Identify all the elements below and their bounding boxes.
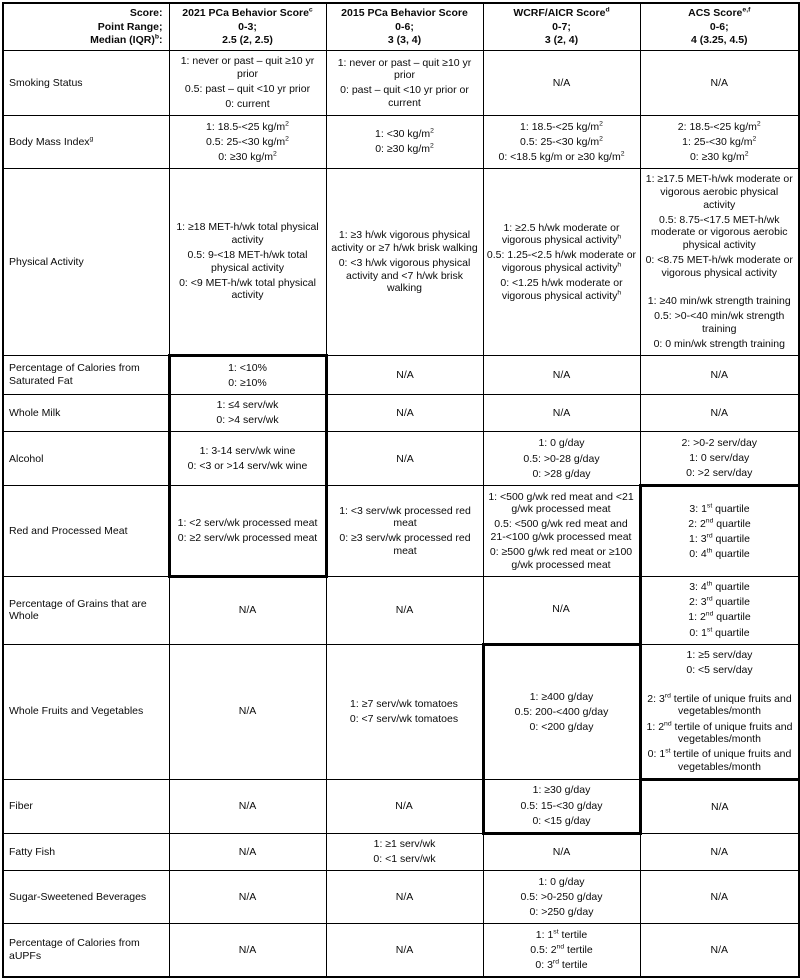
score-option: 1: ≥7 serv/wk tomatoes — [350, 697, 458, 710]
score-option: 0: ≥3 serv/wk processed red meat — [339, 532, 471, 557]
score-option: 0.5: <500 g/wk red meat and 21-<100 g/wk processed meat — [490, 518, 632, 543]
score-option: 1: <3 serv/wk processed red meat — [339, 504, 471, 530]
score-option: 1: 2nd tertile of unique fruits and vegetables/month — [646, 720, 793, 746]
cell-alcohol-acs — [640, 432, 799, 486]
cell-physical-activity-wcrf-aicr — [483, 168, 640, 355]
score-option: N/A — [396, 406, 414, 419]
median-iqr: 3 (2, 4) — [544, 34, 579, 47]
score-option: 1: ≥17.5 MET-h/wk moderate or vigorous aerobic physical activity — [645, 173, 793, 211]
score-option: N/A — [396, 368, 414, 381]
median-iqr: 4 (3.25, 4.5) — [690, 34, 748, 47]
cell-aupfs-acs — [640, 924, 799, 977]
score-option: 2: 18.5-<25 $kg/m^2$ — [677, 120, 761, 133]
score-option: 0: ≥30 $kg/m^2$ — [218, 150, 277, 163]
score-option: N/A — [710, 890, 728, 903]
score-option: 1: never or past – quit ≥10 yr prior — [337, 56, 472, 82]
score-option: 1: 25-<30 $kg/m^2$ — [682, 135, 757, 148]
score-option: N/A — [238, 604, 257, 617]
score-option: 0.5: 15-<30 g/day — [520, 799, 603, 812]
median-iqr: 3 (3, 4) — [387, 34, 422, 47]
score-option: 1: 0 g/day — [538, 875, 585, 888]
score-option: 0: ≥2 serv/wk processed meat — [177, 531, 318, 544]
cell-red-processed-meat-pca2015 — [326, 486, 483, 577]
score-option: 0: <15 g/day — [532, 814, 591, 827]
score-option: N/A — [238, 705, 257, 718]
score-option: N/A — [238, 845, 257, 858]
score-option: N/A — [238, 890, 257, 903]
row-label-body-mass-index: Body Mass Index$^g$ — [3, 116, 169, 169]
point-range: 0-6; — [709, 20, 729, 33]
score-option: 0: ≥500 g/wk red meat or ≥100 g/wk processed meat — [489, 546, 633, 571]
cell-body-mass-index-pca2015 — [326, 116, 483, 169]
row-label-saturated-fat: Percentage of Calories from Saturated Fat — [3, 356, 169, 395]
cell-smoking-status-pca2015 — [326, 50, 483, 115]
header-column-pca2021 — [169, 3, 326, 50]
score-option: N/A — [710, 943, 728, 956]
cell-fatty-fish-pca2015 — [326, 833, 483, 871]
cell-whole-grains-acs — [640, 576, 799, 644]
cell-fiber-acs — [640, 779, 799, 833]
cell-fruits-vegetables-acs — [640, 644, 799, 779]
score-option: 0: ≥10% — [228, 376, 267, 389]
row-label-alcohol: Alcohol — [3, 432, 169, 486]
cell-fiber-pca2021 — [169, 779, 326, 833]
cell-fruits-vegetables-pca2021 — [169, 644, 326, 779]
score-option: N/A — [395, 943, 414, 956]
row-label-whole-milk: Whole Milk — [3, 394, 169, 432]
cell-alcohol-pca2021 — [169, 432, 326, 486]
score-option: 0: <3 h/wk vigorous physical activity and <7 h/wk brisk walking — [338, 256, 471, 295]
row-red-processed-meat — [3, 486, 799, 577]
header-column-wcrf-aicr — [483, 3, 640, 50]
row-fiber — [3, 779, 799, 833]
score-option: N/A — [395, 890, 414, 903]
cell-aupfs-wcrf-aicr — [483, 924, 640, 977]
score-option: 0: current — [225, 98, 270, 111]
header-corner-line: Point Range; — [97, 20, 163, 33]
score-option: N/A — [710, 76, 728, 89]
score-option: 2: 3rd tertile of unique fruits and vegetables/month — [647, 692, 792, 718]
cell-fruits-vegetables-pca2015 — [326, 644, 483, 779]
cell-saturated-fat-acs — [640, 356, 799, 395]
score-option: 1: 0 serv/day — [689, 452, 750, 465]
cell-alcohol-pca2015 — [326, 432, 483, 486]
cell-saturated-fat-wcrf-aicr — [483, 356, 640, 395]
score-option: 0.5: 200-<400 g/day — [514, 705, 609, 718]
score-option: 1: ≥40 min/wk strength training — [647, 295, 791, 308]
row-label-fruits-vegetables: Whole Fruits and Vegetables — [3, 644, 169, 779]
row-fatty-fish — [3, 833, 799, 871]
cell-physical-activity-acs — [640, 168, 799, 355]
cell-smoking-status-pca2021 — [169, 50, 326, 115]
score-option: 3: 4th quartile — [689, 580, 750, 594]
score-option: 1: <10% — [228, 361, 267, 374]
cell-smoking-status-wcrf-aicr — [483, 50, 640, 115]
score-option: 0.5: 1.25-<2.5 h/wk moderate or vigorous physical activity$^h$ — [486, 249, 637, 274]
cell-fatty-fish-acs — [640, 833, 799, 871]
score-option: 0: <5 serv/day — [686, 664, 753, 677]
cell-whole-milk-pca2021 — [169, 394, 326, 432]
score-name: ACS Score$^{e,f}$ — [688, 6, 751, 19]
score-option: 1: ≥30 g/day — [532, 784, 591, 797]
score-option: 0.5: 2nd tertile — [530, 943, 593, 956]
score-option: 1: <30 $kg/m^2$ — [375, 127, 434, 141]
row-whole-grains — [3, 576, 799, 644]
header-corner-label — [3, 3, 169, 50]
cell-red-processed-meat-pca2021 — [169, 486, 326, 577]
cell-saturated-fat-pca2021 — [169, 356, 326, 395]
cell-whole-milk-wcrf-aicr — [483, 394, 640, 432]
cell-sugar-sweetened-beverages-pca2015 — [326, 871, 483, 924]
score-option: 0: <9 MET-h/wk total physical activity — [179, 276, 316, 302]
score-option: 3: 1st quartile — [689, 502, 750, 515]
score-option: 1: 18.5-<25 $kg/m^2$ — [206, 120, 289, 133]
row-label-smoking-status: Smoking Status — [3, 50, 169, 115]
score-option: 0.5: 8.75-<17.5 MET-h/wk moderate or vigorous aerobic physical activity — [650, 213, 788, 251]
cell-whole-milk-acs — [640, 394, 799, 432]
row-whole-milk — [3, 394, 799, 432]
row-sugar-sweetened-beverages — [3, 871, 799, 924]
row-fruits-vegetables — [3, 644, 799, 779]
score-option: 2: >0-2 serv/day — [681, 436, 758, 449]
score-option: N/A — [710, 368, 728, 381]
score-option: 0: 1st quartile — [689, 626, 750, 639]
score-option: 1: 18.5-<25 $kg/m^2$ — [520, 120, 603, 133]
row-label-sugar-sweetened-beverages: Sugar-Sweetened Beverages — [3, 871, 169, 924]
score-option: 1: 3-14 serv/wk wine — [199, 444, 296, 457]
score-option: 0: 3rd tertile — [535, 958, 588, 971]
table-body — [3, 50, 799, 977]
score-option: 0.5: 25-<30 $kg/m^2$ — [206, 135, 289, 148]
header-corner-line: Score: — [129, 7, 163, 19]
score-option: 1: ≥1 serv/wk — [373, 838, 436, 851]
cell-aupfs-pca2015 — [326, 924, 483, 977]
option-group-gap — [644, 282, 796, 293]
cell-whole-grains-pca2015 — [326, 576, 483, 644]
point-range: 0-3; — [238, 20, 257, 33]
cell-sugar-sweetened-beverages-wcrf-aicr — [483, 871, 640, 924]
score-name: WCRF/AICR Score$^d$ — [513, 6, 610, 19]
row-aupfs — [3, 924, 799, 977]
score-option: N/A — [238, 800, 257, 812]
score-option: 0: ≥30 $kg/m^2$ — [689, 150, 749, 163]
row-label-fiber: Fiber — [3, 779, 169, 833]
score-option: N/A — [395, 800, 413, 812]
score-option: 0: ≥30 $kg/m^2$ — [375, 142, 434, 156]
score-name: 2021 PCa Behavior Score$^c$ — [182, 6, 313, 19]
score-option: N/A — [552, 76, 571, 89]
score-option: 1: 0 g/day — [538, 437, 585, 450]
score-option: 0: >4 serv/wk — [216, 414, 279, 427]
row-smoking-status — [3, 50, 799, 115]
point-range: 0-6; — [395, 20, 414, 33]
option-group-gap — [645, 679, 795, 690]
score-option: N/A — [238, 943, 257, 956]
row-saturated-fat — [3, 356, 799, 395]
cell-red-processed-meat-wcrf-aicr — [483, 486, 640, 577]
score-option: 0.5: >0-250 g/day — [520, 890, 603, 903]
row-label-whole-grains: Percentage of Grains that are Whole — [3, 576, 169, 644]
score-option: 1: never or past – quit ≥10 yr prior — [180, 55, 315, 80]
score-option: 1: <500 g/wk red meat and <21 g/wk processed meat — [488, 490, 634, 516]
score-option: N/A — [396, 452, 414, 465]
cell-body-mass-index-wcrf-aicr — [483, 116, 640, 169]
cell-alcohol-wcrf-aicr — [483, 432, 640, 486]
score-option: 0.5: >0-28 g/day — [523, 452, 600, 465]
score-option: N/A — [552, 846, 571, 859]
score-option: 0.5: >0-<40 min/wk strength training — [654, 310, 785, 335]
cell-whole-grains-pca2021 — [169, 576, 326, 644]
score-option: 1: ≥3 h/wk vigorous physical activity or ≥7 h/wk brisk walking — [331, 229, 478, 254]
score-option: 0.5: past – quit <10 yr prior — [184, 82, 311, 95]
score-option: 1: 1st tertile — [535, 928, 588, 941]
header-column-acs — [640, 3, 799, 50]
score-option: N/A — [710, 406, 728, 419]
cell-fiber-pca2015 — [326, 779, 483, 833]
score-option: 0: <8.75 MET-h/wk moderate or vigorous physical activity — [645, 254, 793, 279]
cell-sugar-sweetened-beverages-pca2021 — [169, 871, 326, 924]
score-option: 1: ≥18 MET-h/wk total physical activity — [176, 221, 319, 246]
score-option: 0: >2 serv/day — [686, 467, 753, 480]
median-iqr: 2.5 (2, 2.5) — [222, 34, 273, 47]
cell-body-mass-index-acs — [640, 116, 799, 169]
header-corner-line: Median (IQR)$^b$: — [90, 33, 163, 47]
row-label-red-processed-meat: Red and Processed Meat — [3, 486, 169, 577]
cell-fruits-vegetables-wcrf-aicr — [483, 644, 640, 779]
point-range: 0-7; — [552, 20, 571, 33]
header-column-pca2015 — [326, 3, 483, 50]
score-comparison-table — [2, 2, 800, 978]
score-option: 1: 2nd quartile — [688, 610, 751, 624]
score-option: N/A — [552, 603, 570, 616]
cell-whole-milk-pca2015 — [326, 394, 483, 432]
score-option: 0: <3 or >14 serv/wk wine — [187, 460, 308, 473]
score-option: N/A — [552, 406, 571, 419]
score-option: N/A — [395, 603, 414, 616]
score-option: 0: >28 g/day — [532, 467, 591, 480]
cell-aupfs-pca2021 — [169, 924, 326, 977]
row-body-mass-index — [3, 116, 799, 169]
cell-red-processed-meat-acs — [640, 486, 799, 577]
score-option: 1: ≥2.5 h/wk moderate or vigorous physical activity$^h$ — [501, 221, 622, 247]
header-row — [3, 3, 799, 50]
score-option: 1: 3rd quartile — [689, 532, 750, 545]
score-option: 1: ≥5 serv/day — [686, 649, 753, 662]
score-option: 0: <7 serv/wk tomatoes — [349, 713, 459, 726]
score-option: 0: <1 serv/wk — [373, 853, 436, 866]
score-option: 0: <18.5 kg/m or ≥30 $kg/m^2$ — [498, 150, 625, 163]
score-option: 1: <2 serv/wk processed meat — [177, 516, 318, 529]
cell-smoking-status-acs — [640, 50, 799, 115]
cell-body-mass-index-pca2021 — [169, 116, 326, 169]
score-option: 0: 1st tertile of unique fruits and vegetables/month — [647, 747, 792, 773]
cell-sugar-sweetened-beverages-acs — [640, 871, 799, 924]
score-option: 0.5: 25-<30 $kg/m^2$ — [520, 135, 603, 148]
score-option: N/A — [552, 368, 571, 381]
cell-fatty-fish-wcrf-aicr — [483, 833, 640, 871]
score-option: 2: 2nd quartile — [688, 517, 751, 530]
score-option: 0: <1.25 h/wk moderate or vigorous physical activity$^h$ — [500, 277, 623, 302]
score-option: 0: <200 g/day — [529, 721, 594, 734]
cell-fiber-wcrf-aicr — [483, 779, 640, 833]
row-physical-activity — [3, 168, 799, 355]
cell-physical-activity-pca2015 — [326, 168, 483, 355]
cell-whole-grains-wcrf-aicr — [483, 576, 640, 644]
row-label-fatty-fish: Fatty Fish — [3, 833, 169, 871]
cell-saturated-fat-pca2015 — [326, 356, 483, 395]
score-option: 0.5: 9-<18 MET-h/wk total physical activity — [187, 248, 308, 274]
score-option: 2: 3rd quartile — [689, 595, 750, 609]
score-option: 0: 0 min/wk strength training — [653, 337, 785, 350]
score-option: 1: ≤4 serv/wk — [216, 399, 279, 412]
score-option: N/A — [710, 845, 728, 858]
score-option: 0: 4th quartile — [689, 547, 750, 560]
row-label-physical-activity: Physical Activity — [3, 168, 169, 355]
score-option: 0: >250 g/day — [529, 906, 594, 919]
score-option: N/A — [710, 800, 729, 813]
cell-physical-activity-pca2021 — [169, 168, 326, 355]
cell-fatty-fish-pca2021 — [169, 833, 326, 871]
score-name: 2015 PCa Behavior Score — [341, 7, 468, 19]
row-alcohol — [3, 432, 799, 486]
score-option: 1: ≥400 g/day — [529, 690, 594, 703]
score-option: 0: past – quit <10 yr prior or current — [340, 84, 469, 109]
row-label-aupfs: Percentage of Calories from aUPFs — [3, 924, 169, 977]
